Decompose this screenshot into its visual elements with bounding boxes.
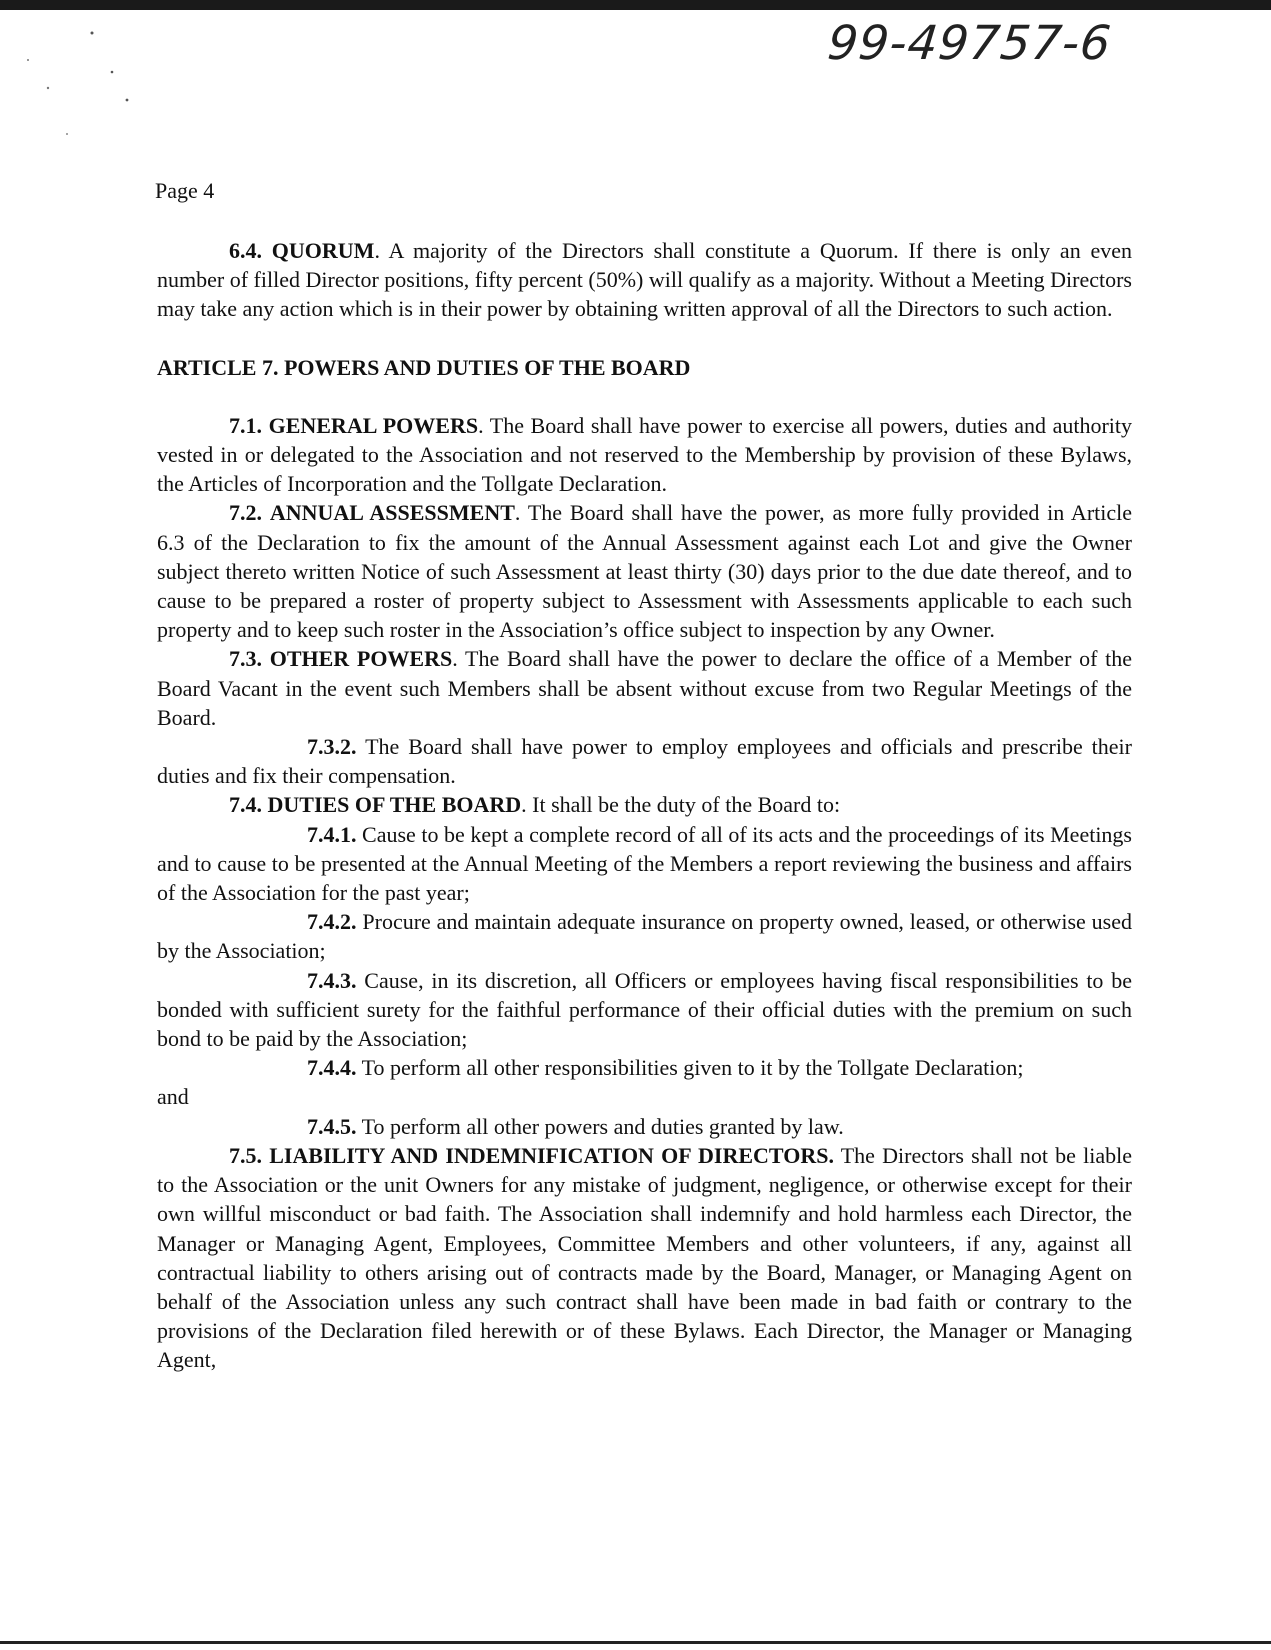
handwritten-document-number: 99-49757-6	[825, 16, 1115, 71]
section-number: 7.2.	[229, 500, 262, 526]
section-7-4	[157, 790, 1132, 819]
section-title: GENERAL POWERS	[268, 412, 479, 438]
page-number: Page 4	[155, 178, 215, 203]
speck	[27, 59, 29, 61]
speck	[66, 133, 68, 135]
section-7-4-1	[157, 820, 1132, 908]
section-7-4-4-continuation: and	[157, 1084, 189, 1110]
section-7-4-5	[157, 1112, 1132, 1141]
section-text: The Directors shall not be liable to the Association or the unit Owners for any mistake of judgment, negligence, or otherwise except for their own willful misconduct or bad faith. The Association shall indemnify and hold harmless each Director, the Manager or Managing Agent, Employees, Committee Members and other volunteers, if any, against all contractual liability to others arising out of contracts made by the Board, Manager, or Managing Agent on behalf of the Association unless any such contract shall have been made in bad faith or contrary to the provisions of the Declaration filed herewith or of these Bylaws. Each Director, the Manager or Managing Agent,	[157, 1142, 1132, 1373]
section-7-5	[157, 1141, 1132, 1375]
section-number: 7.4.	[229, 792, 262, 818]
section-title: LIABILITY AND INDEMNIFICATION OF DIRECTORS.	[269, 1142, 834, 1168]
section-text: . The Board shall have the power, as more fully provided in Article 6.3 of the Declaration to fix the amount of the Annual Assessment against each Lot and give the Owner subject thereto written Notice of such Assessment at least thirty (30) days prior to the due date thereof, and to cause to be prepared a roster of property subject to Assessment with Assessments applicable to each such property and to keep such roster in the Association’s office subject to inspection by any Owner.	[157, 500, 1133, 643]
speck	[111, 71, 114, 74]
speck	[91, 32, 94, 35]
section-text: . The Board shall have the power to declare the office of a Member of the Board Vacant in the event such Members shall be absent without excuse from two Regular Meetings of the Board.	[157, 646, 1133, 730]
section-text: . A majority of the Directors shall constitute a Quorum. If there is only an even number of filled Director positions, fifty percent (50%) will qualify as a majority. Without a Meeting Directors may take any action which is in their power by obtaining written approval of all the Directors to such action.	[157, 238, 1132, 322]
section-number: 6.4.	[229, 238, 262, 263]
section-title: DUTIES OF THE BOARD	[267, 792, 522, 818]
document-body	[157, 236, 1132, 1375]
section-text: Procure and maintain adequate insurance on property owned, leased, or otherwise used by the Association;	[157, 909, 1132, 964]
section-number: 7.3.2.	[307, 734, 357, 760]
section-number: 7.4.4.	[307, 1055, 357, 1081]
section-title: QUORUM	[271, 238, 375, 263]
section-number: 7.4.2.	[307, 909, 357, 935]
section-text: To perform all other powers and duties granted by law.	[356, 1113, 844, 1139]
section-number: 7.1.	[229, 412, 262, 438]
section-number: 7.5.	[229, 1142, 262, 1168]
article-7-heading: ARTICLE 7. POWERS AND DUTIES OF THE BOARD	[157, 354, 691, 380]
section-number: 7.3.	[229, 646, 262, 672]
section-number: 7.4.1.	[307, 821, 357, 847]
section-text: Cause to be kept a complete record of all of its acts and the proceedings of its Meetings and to cause to be presented at the Annual Meeting of the Members a report reviewing the business and affairs of the Association for the past year;	[157, 821, 1132, 906]
section-7-1	[157, 411, 1132, 499]
scan-specks	[0, 0, 200, 160]
section-7-3-2	[157, 732, 1132, 790]
speck	[47, 87, 49, 89]
section-title: ANNUAL ASSESSMENT	[269, 500, 515, 526]
section-text: Cause, in its discretion, all Officers or employees having fiscal responsibilities to be bonded with sufficient surety for the faithful performance of their official duties with the premium on such bond to be paid by the Association;	[157, 967, 1132, 1052]
section-7-3	[157, 644, 1132, 732]
section-number: 7.4.5.	[307, 1113, 357, 1139]
section-text: The Board shall have power to employ employees and officials and prescribe their duties and fix their compensation.	[157, 734, 1132, 789]
speck	[126, 99, 129, 102]
section-7-4-2	[157, 907, 1132, 965]
bottom-edge-rule	[0, 1641, 1271, 1644]
section-text: To perform all other responsibilities given to it by the Tollgate Declaration;	[356, 1055, 1024, 1081]
section-6-4	[157, 236, 1132, 324]
section-text: . The Board shall have power to exercise all powers, duties and authority vested in or delegated to the Association and not reserved to the Membership by provision of these Bylaws, the Articles of Incorporation and the Tollgate Declaration.	[157, 412, 1133, 497]
section-title: OTHER POWERS	[269, 646, 453, 672]
section-7-4-4	[157, 1053, 1132, 1082]
section-number: 7.4.3.	[307, 967, 357, 993]
section-7-4-3	[157, 966, 1132, 1054]
section-text: . It shall be the duty of the Board to:	[521, 792, 841, 818]
section-7-2	[157, 498, 1132, 644]
